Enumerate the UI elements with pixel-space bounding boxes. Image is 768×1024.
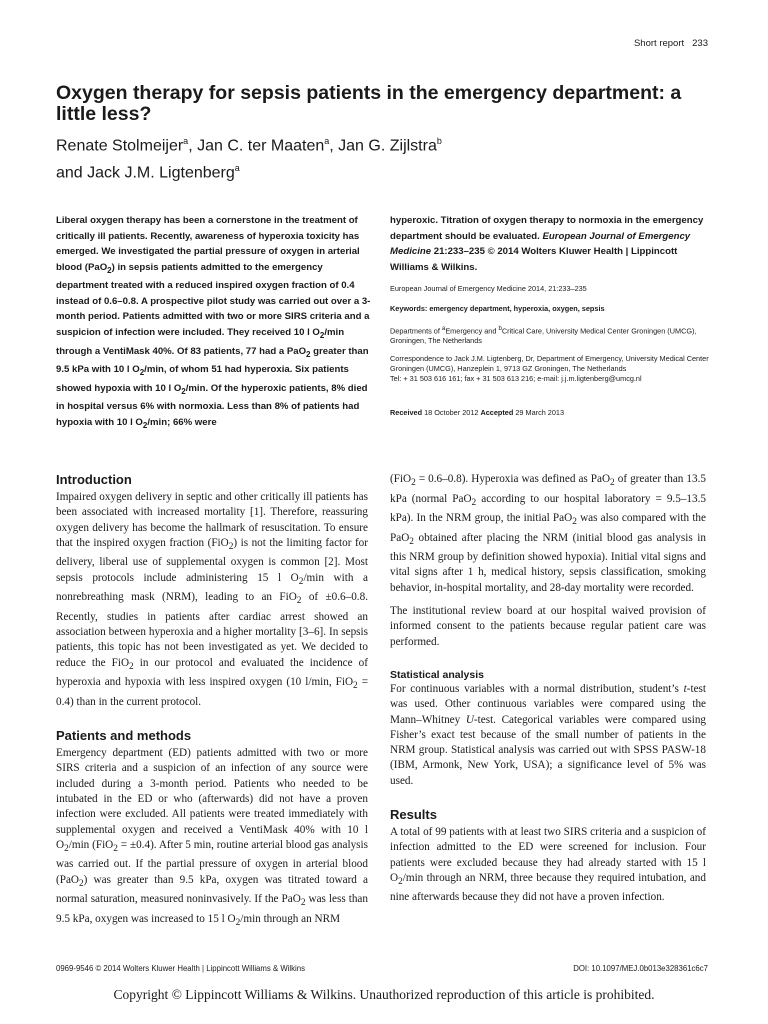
affiliations: Departments of $^a$Emergency and $^b$Critical Care, University Medical Center Groningen (UMCG), Groningen, The Netherlands xyxy=(390,325,697,346)
journal-reference: European Journal of Emergency Medicine 2014, 21:233–235 xyxy=(390,284,587,293)
introduction-text: Impaired oxygen delivery in septic and other critically ill patients has been associated with increased mortality [1]. Therefore, reassuring oxygen delivery has become the hallmark of resuscitation. To ensure that the inspired oxygen fraction (FiO$_2$) is not the limiting factor for delivery, liberal use of supplemental oxygen is common [2]. Most sepsis protocols include administering 15 l $O_2/\min$ with a nonrebreathing mask (NRM), leading to an FiO$_2$ of ±0.6–0.8. Recently, studies in patients after cardiac arrest showed an association between hyperoxia and a higher mortality [3–6]. In sepsis patients, this topic has not been investigated as yet. We decided to reduce the FiO$_2$ in our protocol and evaluated the incidence of hyperoxia and hypoxia with less inspired oxygen (10 l/min, FiO$_2$ = 0.4) than in the current protocol. xyxy=(56,491,369,708)
footer-issn: 0969-9546 © 2014 Wolters Kluwer Health | Lippincott Williams & Wilkins xyxy=(56,964,306,973)
introduction-heading: Introduction xyxy=(56,472,132,487)
author-affiliation-marker: b xyxy=(436,136,442,146)
author-name: Renate Stolmeijer xyxy=(56,137,184,155)
footer-doi: DOI: 10.1097/MEJ.0b013e328361c6c7 xyxy=(573,964,708,973)
results-text: A total of 99 patients with at least two SIRS criteria and a suspicion of infection admitted to the ED were screened for inclusion. Four patients were excluded because they had already started with 15 l $O_2/\min$ through an NRM, three because they required intubation, and nine afterwards because they did not have a proven infection. xyxy=(390,825,706,904)
keywords: Keywords: emergency department, hyperoxia, oxygen, sepsis xyxy=(390,304,605,313)
methods-continued-text: (FiO$_2$ = 0.6–0.8). Hyperoxia was defined as PaO$_2$ of greater than 13.5 kPa (normal PaO$_2$ according to our hospital laboratory = 9.5–13.5 kPa). In the NRM group, the initial PaO$_2$ was also compared with the PaO$_2$ obtained after placing the NRM (initial blood gas analysis in this NRM group by definition showed hypoxia). Initial vital signs and vital signs after 1 h, medical history, sepsis classification, smoking behavior, in-hospital mortality, and 28-day mortality were recorded. xyxy=(390,473,706,594)
statistical-analysis-text: For continuous variables with a normal distribution, student’s t-test was used. Other continuous variables were compared using the Mann–Whitney U-test. Categorical variables were compared using Fisher’s exact test because of the small number of patients in the NRM group. Statistical analysis was carried out with SPSS PASW-18 (IBM, Armonk, New York, USA); a significance level of 5% was used. xyxy=(390,682,707,787)
copyright-notice: Copyright © Lippincott Williams & Wilkins. Unauthorized reproduction of this article is prohibited. xyxy=(113,987,655,1002)
author-name: Jan C. ter Maaten xyxy=(197,137,325,155)
author-affiliation-marker: a xyxy=(234,163,240,174)
section-label: Short report xyxy=(633,38,685,49)
author-list: Renate Stolmeijer$^a$, Jan C. ter Maaten$^a$, Jan G. Zijlstra$^b$ and Jack J.M. Ligtenberg$^a$ xyxy=(56,136,442,182)
methods-heading: Patients and methods xyxy=(56,728,192,744)
abstract-left-column: Liberal oxygen therapy has been a cornerstone in the treatment of critically ill patients. Recently, awareness of hyperoxia toxicity has emerged. We investigated the partial pressure of oxygen in arterial blood (PaO$_2$) in sepsis patients admitted to the emergency department treated with a reduced inspired oxygen fraction of 0.4 instead of 0.6–0.8. A prospective pilot study was carried out over a 3-month period. Patients admitted with two or more SIRS criteria and a suspicion of infection were included. They received 10 l $O_2/\min$ through a VentiMask 40%. Of 83 patients, 77 had a PaO$_2$ greater than 9.5 kPa with 10 l $O_2/\min$, of whom 51 had hyperoxia. Six patients showed hypoxia with 10 l $O_2/\min$. Of the hyperoxic patients, 8% died in hospital versus 6% with normoxia. Less than 8% of patients had hypoxia with 10 l $O_2/\min$; 66% were xyxy=(56,215,371,430)
author-name: Jan G. Zijlstra xyxy=(338,137,437,155)
body-right-column xyxy=(390,472,706,906)
body-left-column xyxy=(56,472,368,931)
received-accepted-dates: Received 18 October 2012 Accepted 29 March 2013 xyxy=(390,408,565,417)
article-title: Oxygen therapy for sepsis patients in the emergency department: a little less? xyxy=(56,82,682,125)
running-head xyxy=(634,38,708,49)
ethics-text: The institutional review board at our hospital waived provision of informed consent to the patients because regular patient care was performed. xyxy=(390,605,706,648)
author-affiliation-marker: a xyxy=(183,136,189,146)
results-heading: Results xyxy=(390,806,437,822)
page-number: 233 xyxy=(692,38,708,49)
author-name: and Jack J.M. Ligtenberg xyxy=(56,164,235,182)
statistical-analysis-heading: Statistical analysis xyxy=(390,668,484,681)
abstract-right-column: hyperoxic. Titration of oxygen therapy to normoxia in the emergency department should be evaluated. European Journal of Emergency Medicine 21:233–235 © 2014 Wolters Kluwer Health | Lippincott Williams & Wilkins. xyxy=(390,215,704,273)
author-affiliation-marker: a xyxy=(324,136,330,146)
correspondence: Correspondence to Jack J.M. Ligtenberg, Dr, Department of Emergency, University Medical Center Groningen (UMCG), Hanzeplein 1, 9713 GZ Groningen, The Netherlands Tel: + 31 503 616 161; fax + 31 503 613 216; e-mail: j.j.m.ligtenberg@umcg.nl xyxy=(390,354,709,383)
methods-text: Emergency department (ED) patients admitted with two or more SIRS criteria and a suspicion of an infection of any source were included during a 3-month period. Patients who needed to be intubated in the ED or who (afterwards) did not have a proven infection were excluded. All patients were treated immediately with supplemental oxygen and received a VentiMask 40% with 10 l $O_2/\min$ (FiO$_2$ = ±0.4). After 5 min, routine arterial blood gas analysis was carried out. If the partial pressure of oxygen in arterial blood (PaO$_2$) was greater than 9.5 kPa, oxygen was titrated toward a normal saturation, measured noninvasively. If the PaO$_2$ was less than 9.5 kPa, oxygen was increased to 15 l $O_2/\min$ through an NRM xyxy=(56,747,368,928)
